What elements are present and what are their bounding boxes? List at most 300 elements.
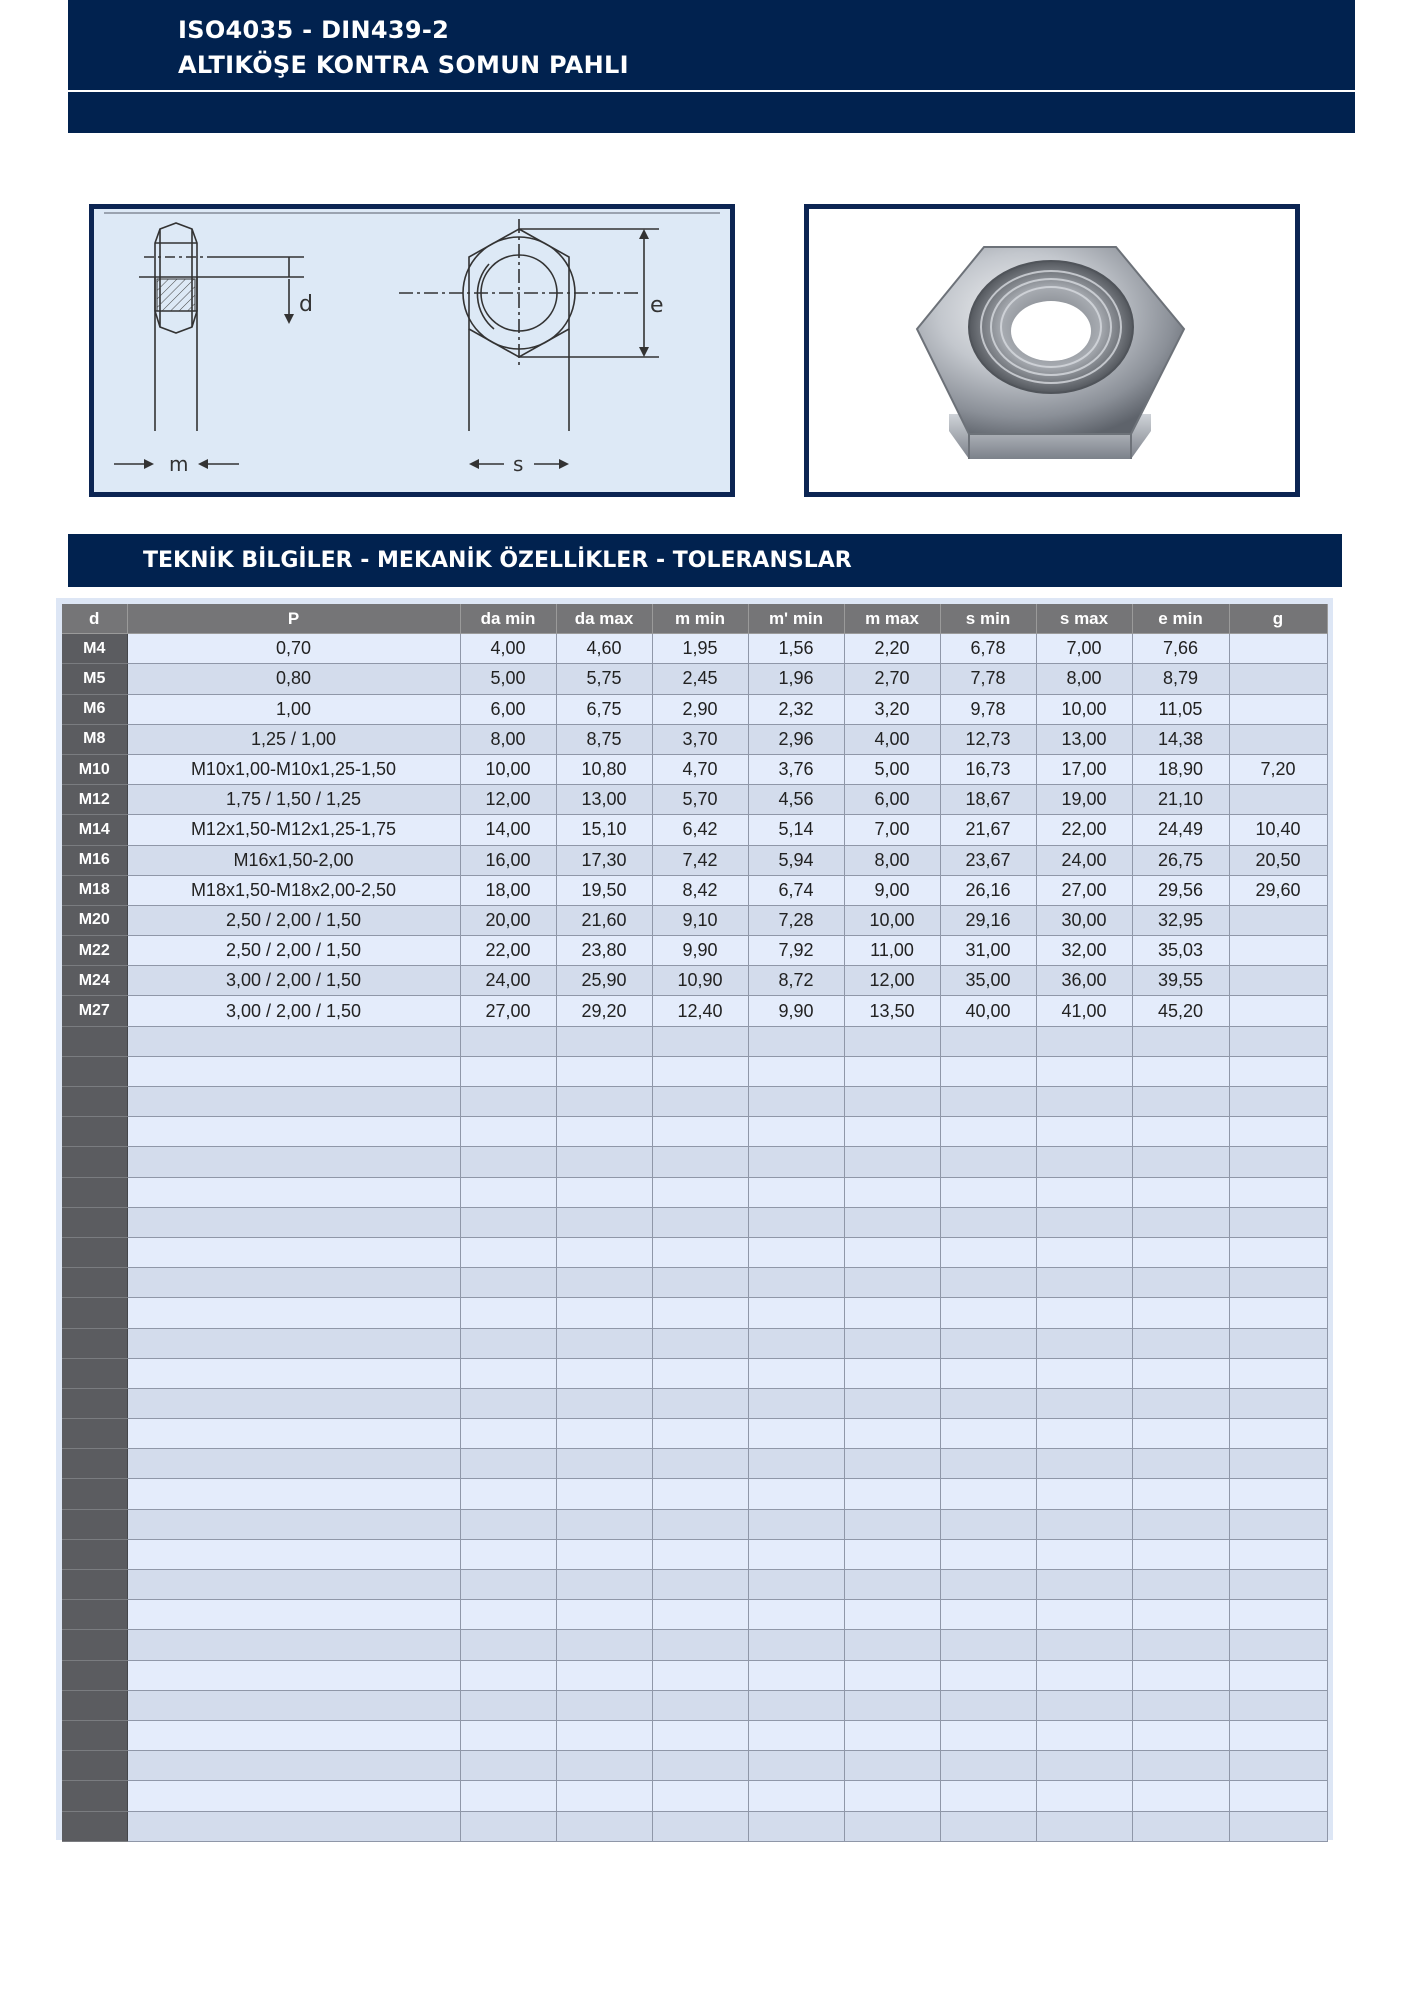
table-cell: 23,80 — [556, 936, 652, 966]
table-cell — [1229, 905, 1327, 935]
table-cell: 4,00 — [844, 724, 940, 754]
empty-cell — [460, 1177, 556, 1207]
empty-table-row — [62, 1358, 1327, 1388]
table-cell: 6,42 — [652, 815, 748, 845]
empty-table-row — [62, 1811, 1327, 1841]
empty-cell — [748, 1781, 844, 1811]
row-size-cell: M12 — [62, 785, 127, 815]
empty-cell — [940, 1539, 1036, 1569]
empty-cell — [844, 1781, 940, 1811]
empty-cell — [127, 1026, 460, 1056]
empty-cell — [62, 1328, 127, 1358]
table-cell: 24,00 — [1036, 845, 1132, 875]
table-cell: 9,00 — [844, 875, 940, 905]
empty-cell — [127, 1630, 460, 1660]
empty-cell — [556, 1720, 652, 1750]
empty-cell — [844, 1177, 940, 1207]
table-cell: 13,00 — [1036, 724, 1132, 754]
empty-cell — [62, 1177, 127, 1207]
row-size-cell: M4 — [62, 634, 127, 664]
empty-cell — [556, 1207, 652, 1237]
empty-cell — [844, 1449, 940, 1479]
empty-cell — [1036, 1207, 1132, 1237]
empty-cell — [940, 1026, 1036, 1056]
empty-cell — [62, 1449, 127, 1479]
empty-cell — [844, 1570, 940, 1600]
table-cell: 8,72 — [748, 966, 844, 996]
empty-cell — [1229, 1751, 1327, 1781]
empty-cell — [460, 1056, 556, 1086]
empty-cell — [748, 1449, 844, 1479]
empty-cell — [556, 1087, 652, 1117]
empty-cell — [460, 1207, 556, 1237]
technical-drawing — [89, 204, 735, 497]
empty-cell — [62, 1419, 127, 1449]
table-cell — [1229, 936, 1327, 966]
table-cell: 5,70 — [652, 785, 748, 815]
empty-cell — [1132, 1298, 1229, 1328]
header-divider — [68, 90, 1355, 92]
table-cell: 31,00 — [940, 936, 1036, 966]
empty-cell — [1132, 1630, 1229, 1660]
table-row — [62, 815, 1327, 845]
empty-cell — [748, 1358, 844, 1388]
table-cell: 11,00 — [844, 936, 940, 966]
row-size-cell: M14 — [62, 815, 127, 845]
empty-cell — [1132, 1087, 1229, 1117]
table-cell: 7,78 — [940, 664, 1036, 694]
empty-cell — [127, 1328, 460, 1358]
empty-cell — [1229, 1720, 1327, 1750]
empty-cell — [1132, 1751, 1229, 1781]
empty-cell — [844, 1630, 940, 1660]
empty-cell — [652, 1268, 748, 1298]
empty-cell — [1132, 1207, 1229, 1237]
empty-cell — [652, 1539, 748, 1569]
table-cell: 7,20 — [1229, 754, 1327, 784]
table-row — [62, 724, 1327, 754]
empty-table-row — [62, 1298, 1327, 1328]
table-cell: 2,20 — [844, 634, 940, 664]
empty-cell — [1229, 1630, 1327, 1660]
hex-nut-dimension-drawing — [94, 209, 730, 492]
table-cell: 4,56 — [748, 785, 844, 815]
table-cell — [1229, 996, 1327, 1026]
table-cell — [1229, 664, 1327, 694]
empty-cell — [748, 1026, 844, 1056]
empty-cell — [1229, 1479, 1327, 1509]
column-header: P — [127, 604, 460, 634]
empty-cell — [844, 1509, 940, 1539]
empty-cell — [556, 1117, 652, 1147]
empty-cell — [556, 1751, 652, 1781]
empty-cell — [748, 1479, 844, 1509]
empty-cell — [1229, 1600, 1327, 1630]
table-cell: 24,00 — [460, 966, 556, 996]
empty-table-row — [62, 1479, 1327, 1509]
table-cell: 17,00 — [1036, 754, 1132, 784]
table-cell — [1229, 785, 1327, 815]
table-cell: 25,90 — [556, 966, 652, 996]
empty-cell — [844, 1026, 940, 1056]
empty-cell — [652, 1117, 748, 1147]
empty-cell — [748, 1328, 844, 1358]
empty-table-row — [62, 1026, 1327, 1056]
empty-cell — [460, 1147, 556, 1177]
empty-cell — [844, 1479, 940, 1509]
table-row — [62, 875, 1327, 905]
empty-cell — [62, 1781, 127, 1811]
empty-cell — [556, 1177, 652, 1207]
table-cell: 26,16 — [940, 875, 1036, 905]
empty-cell — [1036, 1147, 1132, 1177]
table-cell: 35,03 — [1132, 936, 1229, 966]
empty-cell — [460, 1630, 556, 1660]
empty-cell — [940, 1690, 1036, 1720]
empty-cell — [940, 1087, 1036, 1117]
table-cell: 2,50 / 2,00 / 1,50 — [127, 936, 460, 966]
table-header-row — [62, 604, 1327, 634]
empty-cell — [1036, 1720, 1132, 1750]
table-cell: 8,00 — [1036, 664, 1132, 694]
empty-cell — [748, 1207, 844, 1237]
empty-cell — [652, 1419, 748, 1449]
empty-cell — [127, 1388, 460, 1418]
table-row — [62, 634, 1327, 664]
empty-cell — [127, 1449, 460, 1479]
table-cell: 39,55 — [1132, 966, 1229, 996]
empty-cell — [1036, 1781, 1132, 1811]
empty-cell — [1229, 1358, 1327, 1388]
table-cell: 12,00 — [844, 966, 940, 996]
empty-table-row — [62, 1690, 1327, 1720]
empty-cell — [62, 1690, 127, 1720]
empty-cell — [1036, 1630, 1132, 1660]
empty-table-row — [62, 1117, 1327, 1147]
empty-cell — [940, 1419, 1036, 1449]
table-cell: 16,00 — [460, 845, 556, 875]
empty-cell — [748, 1237, 844, 1267]
empty-cell — [652, 1328, 748, 1358]
empty-cell — [652, 1509, 748, 1539]
table-cell: 10,00 — [1036, 694, 1132, 724]
table-row — [62, 966, 1327, 996]
empty-cell — [652, 1056, 748, 1086]
empty-cell — [844, 1056, 940, 1086]
table-cell: 35,00 — [940, 966, 1036, 996]
empty-cell — [1132, 1720, 1229, 1750]
table-cell: 45,20 — [1132, 996, 1229, 1026]
empty-cell — [556, 1237, 652, 1267]
page-header — [68, 0, 1355, 133]
table-cell: 2,96 — [748, 724, 844, 754]
empty-cell — [1036, 1570, 1132, 1600]
table-cell: 6,78 — [940, 634, 1036, 664]
table-cell: 4,60 — [556, 634, 652, 664]
empty-cell — [652, 1147, 748, 1177]
empty-cell — [652, 1388, 748, 1418]
table-cell: 5,00 — [844, 754, 940, 784]
empty-cell — [1036, 1690, 1132, 1720]
dimension-label-m: m — [169, 452, 189, 476]
table-cell: M10x1,00-M10x1,25-1,50 — [127, 754, 460, 784]
empty-cell — [127, 1539, 460, 1569]
dimension-label-d: d — [299, 292, 313, 317]
empty-cell — [556, 1056, 652, 1086]
table-cell: 29,20 — [556, 996, 652, 1026]
table-cell: 29,56 — [1132, 875, 1229, 905]
empty-cell — [62, 1147, 127, 1177]
empty-cell — [1036, 1811, 1132, 1841]
empty-cell — [460, 1811, 556, 1841]
empty-cell — [1132, 1117, 1229, 1147]
empty-cell — [1229, 1781, 1327, 1811]
column-header: s min — [940, 604, 1036, 634]
empty-cell — [844, 1811, 940, 1841]
empty-cell — [460, 1600, 556, 1630]
empty-cell — [652, 1811, 748, 1841]
table-cell: 2,70 — [844, 664, 940, 694]
empty-cell — [460, 1479, 556, 1509]
empty-cell — [844, 1720, 940, 1750]
column-header: m' min — [748, 604, 844, 634]
empty-cell — [62, 1660, 127, 1690]
table-row — [62, 845, 1327, 875]
empty-cell — [556, 1328, 652, 1358]
empty-cell — [1229, 1207, 1327, 1237]
empty-table-row — [62, 1600, 1327, 1630]
empty-cell — [127, 1570, 460, 1600]
section-title: TEKNİK BİLGİLER - MEKANİK ÖZELLİKLER - TOLERANSLAR — [143, 548, 852, 573]
table-cell: 19,50 — [556, 875, 652, 905]
table-cell: 1,95 — [652, 634, 748, 664]
empty-table-row — [62, 1388, 1327, 1418]
table-row — [62, 905, 1327, 935]
empty-cell — [652, 1600, 748, 1630]
empty-cell — [62, 1509, 127, 1539]
table-cell — [1229, 694, 1327, 724]
row-size-cell: M20 — [62, 905, 127, 935]
empty-cell — [1132, 1147, 1229, 1177]
empty-table-row — [62, 1056, 1327, 1086]
table-cell: 10,40 — [1229, 815, 1327, 845]
empty-cell — [1036, 1358, 1132, 1388]
empty-cell — [844, 1358, 940, 1388]
table-cell: 29,60 — [1229, 875, 1327, 905]
empty-cell — [127, 1781, 460, 1811]
table-cell: 13,00 — [556, 785, 652, 815]
empty-cell — [748, 1690, 844, 1720]
empty-cell — [748, 1087, 844, 1117]
empty-cell — [556, 1660, 652, 1690]
empty-cell — [1132, 1479, 1229, 1509]
column-header: m min — [652, 604, 748, 634]
table-cell: 3,00 / 2,00 / 1,50 — [127, 996, 460, 1026]
empty-cell — [556, 1268, 652, 1298]
table-cell: 6,74 — [748, 875, 844, 905]
empty-cell — [940, 1479, 1036, 1509]
table-cell: 26,75 — [1132, 845, 1229, 875]
table-cell: 7,28 — [748, 905, 844, 935]
table-cell: M16x1,50-2,00 — [127, 845, 460, 875]
empty-cell — [844, 1147, 940, 1177]
empty-cell — [1132, 1660, 1229, 1690]
table-cell: 6,75 — [556, 694, 652, 724]
empty-cell — [940, 1358, 1036, 1388]
table-cell: 20,50 — [1229, 845, 1327, 875]
table-cell: 23,67 — [940, 845, 1036, 875]
empty-cell — [1132, 1449, 1229, 1479]
empty-cell — [556, 1298, 652, 1328]
empty-cell — [652, 1479, 748, 1509]
empty-cell — [556, 1147, 652, 1177]
table-cell: 7,66 — [1132, 634, 1229, 664]
empty-table-row — [62, 1660, 1327, 1690]
empty-cell — [652, 1177, 748, 1207]
empty-cell — [1132, 1419, 1229, 1449]
dimensions-table — [62, 604, 1328, 1842]
empty-cell — [1036, 1026, 1132, 1056]
empty-cell — [844, 1117, 940, 1147]
empty-cell — [652, 1781, 748, 1811]
empty-cell — [652, 1358, 748, 1388]
table-cell — [1229, 634, 1327, 664]
empty-cell — [127, 1177, 460, 1207]
table-cell: M18x1,50-M18x2,00-2,50 — [127, 875, 460, 905]
empty-cell — [748, 1630, 844, 1660]
empty-cell — [460, 1509, 556, 1539]
empty-cell — [1229, 1026, 1327, 1056]
table-cell: 29,16 — [940, 905, 1036, 935]
empty-cell — [1036, 1268, 1132, 1298]
table-cell: M12x1,50-M12x1,25-1,75 — [127, 815, 460, 845]
empty-cell — [1132, 1570, 1229, 1600]
row-size-cell: M24 — [62, 966, 127, 996]
empty-cell — [940, 1207, 1036, 1237]
column-header: m max — [844, 604, 940, 634]
empty-table-row — [62, 1449, 1327, 1479]
empty-cell — [940, 1781, 1036, 1811]
empty-cell — [844, 1207, 940, 1237]
empty-cell — [748, 1117, 844, 1147]
table-cell: 1,25 / 1,00 — [127, 724, 460, 754]
empty-cell — [1036, 1449, 1132, 1479]
table-cell: 18,67 — [940, 785, 1036, 815]
empty-cell — [940, 1509, 1036, 1539]
column-header: s max — [1036, 604, 1132, 634]
empty-cell — [844, 1237, 940, 1267]
empty-cell — [748, 1751, 844, 1781]
empty-cell — [652, 1449, 748, 1479]
empty-cell — [556, 1388, 652, 1418]
empty-cell — [460, 1539, 556, 1569]
table-cell: 8,00 — [844, 845, 940, 875]
empty-cell — [748, 1388, 844, 1418]
table-cell: 10,00 — [460, 754, 556, 784]
row-size-cell: M6 — [62, 694, 127, 724]
empty-cell — [844, 1690, 940, 1720]
column-header: g — [1229, 604, 1327, 634]
empty-cell — [62, 1630, 127, 1660]
empty-cell — [652, 1720, 748, 1750]
empty-cell — [62, 1087, 127, 1117]
column-header: e min — [1132, 604, 1229, 634]
empty-cell — [1229, 1328, 1327, 1358]
empty-cell — [1229, 1087, 1327, 1117]
table-row — [62, 936, 1327, 966]
empty-cell — [844, 1087, 940, 1117]
empty-cell — [844, 1660, 940, 1690]
empty-cell — [1229, 1177, 1327, 1207]
empty-cell — [127, 1298, 460, 1328]
empty-cell — [844, 1298, 940, 1328]
empty-cell — [62, 1570, 127, 1600]
dimension-label-s: s — [513, 452, 524, 476]
empty-cell — [1036, 1117, 1132, 1147]
table-cell: 1,56 — [748, 634, 844, 664]
empty-cell — [748, 1539, 844, 1569]
header-title-line2: ALTIKÖŞE KONTRA SOMUN PAHLI — [178, 51, 629, 79]
empty-cell — [652, 1660, 748, 1690]
empty-cell — [1229, 1811, 1327, 1841]
empty-cell — [940, 1117, 1036, 1147]
row-size-cell: M27 — [62, 996, 127, 1026]
empty-cell — [556, 1570, 652, 1600]
empty-cell — [62, 1811, 127, 1841]
empty-cell — [127, 1600, 460, 1630]
column-header: da min — [460, 604, 556, 634]
table-cell: 9,90 — [652, 936, 748, 966]
dimensions-table-container — [56, 598, 1333, 1840]
product-photo — [804, 204, 1300, 497]
empty-cell — [127, 1419, 460, 1449]
table-cell: 14,00 — [460, 815, 556, 845]
empty-cell — [1132, 1358, 1229, 1388]
empty-cell — [1229, 1690, 1327, 1720]
table-cell: 16,73 — [940, 754, 1036, 784]
dimension-label-e: e — [650, 293, 664, 318]
table-cell: 18,90 — [1132, 754, 1229, 784]
empty-cell — [940, 1660, 1036, 1690]
table-row — [62, 996, 1327, 1026]
table-cell: 6,00 — [844, 785, 940, 815]
empty-cell — [748, 1570, 844, 1600]
empty-cell — [1229, 1268, 1327, 1298]
table-cell: 3,70 — [652, 724, 748, 754]
empty-cell — [62, 1026, 127, 1056]
table-cell: 12,40 — [652, 996, 748, 1026]
empty-cell — [1132, 1781, 1229, 1811]
row-size-cell: M8 — [62, 724, 127, 754]
empty-cell — [460, 1087, 556, 1117]
table-row — [62, 754, 1327, 784]
empty-cell — [940, 1388, 1036, 1418]
empty-table-row — [62, 1237, 1327, 1267]
table-cell: 10,80 — [556, 754, 652, 784]
table-cell: 2,32 — [748, 694, 844, 724]
table-cell: 5,14 — [748, 815, 844, 845]
empty-cell — [1229, 1539, 1327, 1569]
empty-cell — [127, 1811, 460, 1841]
table-row — [62, 785, 1327, 815]
section-title-bar — [68, 534, 1342, 587]
table-cell: 20,00 — [460, 905, 556, 935]
empty-cell — [127, 1479, 460, 1509]
empty-cell — [460, 1690, 556, 1720]
table-cell: 2,90 — [652, 694, 748, 724]
table-cell: 5,00 — [460, 664, 556, 694]
empty-cell — [62, 1117, 127, 1147]
